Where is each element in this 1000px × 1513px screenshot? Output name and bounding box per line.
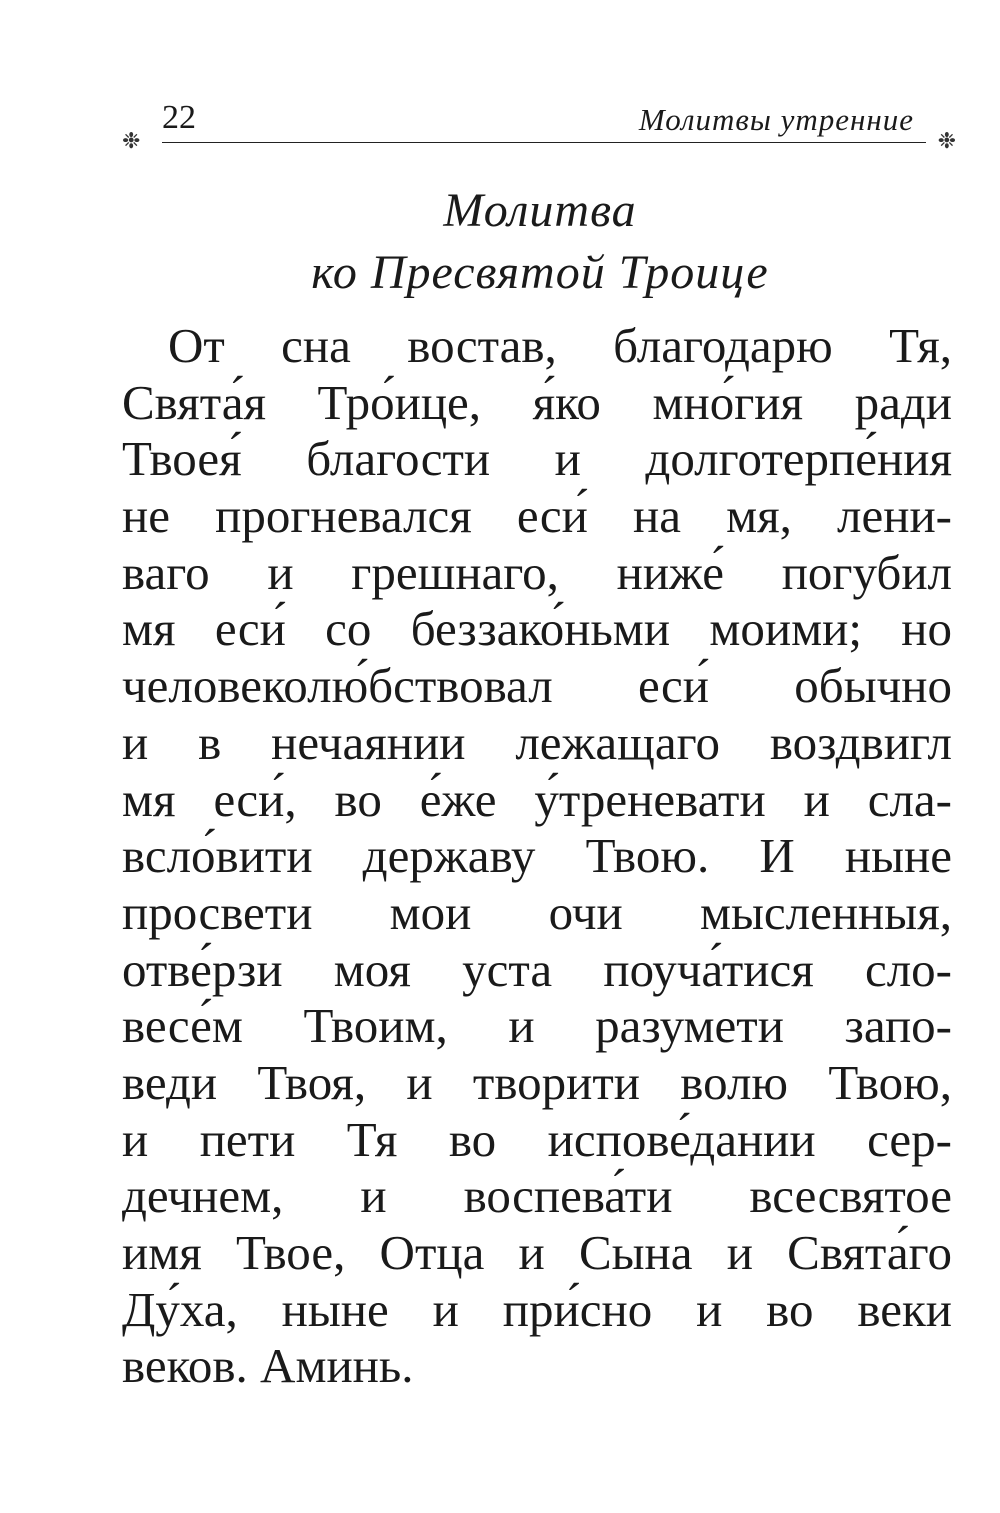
text-line: и в нечаянии лежащаго воздвигл [122, 714, 952, 770]
text-line: ваго и грешнаго, ниже́ погубил [122, 544, 952, 600]
text-line: веди Твоя, и творити волю Твою, [122, 1054, 952, 1110]
text-line: мя еси́ со беззако́ньми моими; но [122, 601, 952, 657]
text-line: дечнем, и воспева́ти всесвятое [122, 1168, 952, 1224]
text-line: мя еси́, во е́же у́треневати и сла- [122, 771, 952, 827]
text-line: отве́рзи моя уста поуча́тися сло- [122, 941, 952, 997]
prayer-text [122, 318, 952, 1395]
text-line: имя Твое, Отца и Сына и Свята́го [122, 1225, 952, 1280]
page-number: 22 [162, 99, 196, 136]
running-header [122, 96, 956, 158]
prayer-title-line: ко Пресвятой Троице [311, 246, 769, 299]
text-line: Свята́я Тро́ице, я́ко мно́гия ради [122, 374, 952, 430]
text-line: Ду́ха, ныне и при́сно и во веки [122, 1281, 952, 1337]
ornament-left-icon: ❉ [122, 128, 141, 153]
text-line: не прогневался еси́ на мя, лени- [122, 488, 952, 544]
text-line: всло́вити державу Твою. И ныне [122, 828, 952, 884]
section-title: Молитвы утренние [638, 102, 914, 137]
text-line: человеколю́бствовал еси́ обычно [122, 658, 952, 714]
text-line: веков. Аминь. [122, 1338, 414, 1394]
text-line: и пети Тя во испове́дании сер- [122, 1111, 952, 1167]
prayer-title-line: Молитва [443, 184, 637, 237]
text-line: весе́м Твоим, и разумети запо- [122, 998, 952, 1054]
text-line: просвети мои очи мысленныя, [122, 884, 952, 940]
header-rule [162, 142, 926, 143]
prayer-title [0, 180, 1000, 304]
text-line: От сна востав, благодарю Тя, [168, 318, 952, 373]
text-line: Твоея́ благости и долготерпе́ния [122, 431, 952, 487]
ornament-right-icon: ❉ [937, 128, 956, 153]
